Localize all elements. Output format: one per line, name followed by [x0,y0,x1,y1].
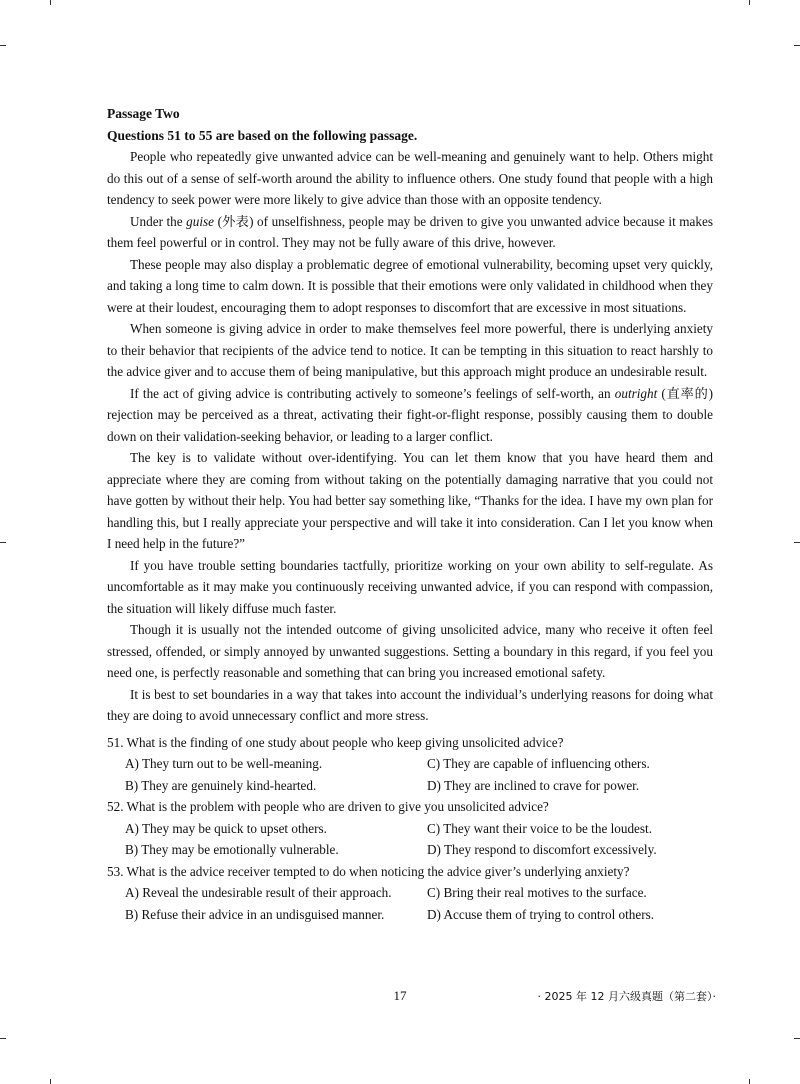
option-d: D) They are inclined to crave for power. [427,777,640,793]
option-grid [107,818,713,861]
option-grid [107,753,713,796]
crop-mark-top-left-v [50,0,51,5]
passage-instruction: Questions 51 to 55 are based on the following passage. [107,127,418,143]
question-list [107,732,713,926]
paragraph: Under the guise (外表) of unselfishness, people may be driven to give you unwanted advice because it makes them feel powerful or in control. They may not be fully aware of this drive, however. [107,213,713,250]
gloss: (直率的) [657,385,713,401]
crop-mark-top-right-v [749,0,750,5]
paragraph: These people may also display a problematic degree of emotional vulnerability, becoming upset very quickly, and taking a long time to calm down. It is possible that their emotions were only validated in childhood when they were at their loudest, encouraging them to adopt responses to discomfort that are excessive in most situations. [107,256,713,315]
crop-mark-top-right [794,45,800,46]
crop-mark-bottom-right-v [749,1079,750,1084]
option-c: C) They are capable of influencing others. [427,756,650,771]
crop-mark-top-left [0,45,6,46]
exam-source-footer: · 2025 年 12 月六级真题（第二套）· [537,990,716,1003]
question-stem: 52. What is the problem with people who are driven to give you unsolicited advice? [107,799,549,814]
option-a: A) They may be quick to upset others. [125,820,327,836]
paragraph: It is best to set boundaries in a way that takes into account the individual’s underlying reasons for doing what they are doing to avoid unnecessary conflict and more stress. [107,686,713,723]
crop-mark-mid-right [794,542,800,543]
option-c: C) They want their voice to be the loudest. [427,820,652,836]
option-grid [107,882,713,925]
paragraph: Though it is usually not the intended outcome of giving unsolicited advice, many who receive it often feel stressed, offended, or simply annoyed by unwanted suggestions. Setting a boundary in this regard, if you feel you need one, is perfectly reasonable and something that can bring you increased emotional safety. [107,622,713,680]
crop-mark-bottom-left [0,1038,6,1039]
option-a: A) Reveal the undesirable result of their approach. [125,885,392,900]
glossed-term: guise [186,213,215,229]
crop-mark-mid-left [0,542,6,543]
passage-title: Passage Two [107,106,180,121]
option-b: B) They may be emotionally vulnerable. [125,842,339,857]
crop-mark-bottom-right [794,1038,800,1039]
crop-mark-bottom-left-v [50,1079,51,1084]
glossed-term: outright [614,385,658,401]
page-number: 17 [393,988,407,1003]
question-stem: 53. What is the advice receiver tempted to do when noticing the advice giver’s underlying anxiety? [107,863,630,879]
option-b: B) Refuse their advice in an undisguised manner. [125,906,385,922]
option-b: B) They are genuinely kind-hearted. [125,777,317,793]
question-stem: 51. What is the finding of one study about people who keep giving unsolicited advice? [107,734,564,750]
option-a: A) They turn out to be well-meaning. [125,756,323,771]
paragraph: If the act of giving advice is contributing actively to someone’s feelings of self-worth, an outright (直率的) rejection may be perceived as a threat, activating their fight-or-flight response, possibly causing them to double down on their validation-seeking behavior, or leading to a larger conflict. [107,385,713,444]
option-d: D) Accuse them of trying to control others. [427,906,655,922]
page-content [107,103,713,925]
paragraph: When someone is giving advice in order to make themselves feel more powerful, there is underlying anxiety to their behavior that recipients of the advice tend to notice. It can be tempting in this situation to react harshly to the advice giver and to accuse them of being manipulative, but this approach might produce an undesirable result. [107,321,713,379]
paragraph: People who repeatedly give unwanted advice can be well-meaning and genuinely want to help. Others might do this out of a sense of self-worth around the ability to influence others. One study found that people with a high tendency to seek power were more likely to give advice than those with an opposite tendency. [107,149,713,207]
paragraph: The key is to validate without over-identifying. You can let them know that you have heard them and appreciate where they are coming from without taking on the potentially damaging narrative that you could not have gotten by without their help. You had better say something like, “Thanks for the idea. I have my own plan for handling this, but I really appreciate your perspective and will take it into consideration. Can I let you know when I need help in the future?” [107,450,713,551]
gloss: (外表) [214,213,258,229]
option-d: D) They respond to discomfort excessively. [427,842,657,857]
option-c: C) Bring their real motives to the surface. [427,885,647,900]
paragraph: If you have trouble setting boundaries tactfully, prioritize working on your own ability to self-regulate. As uncomfortable as it may make you continuously receiving unwanted advice, if you can respond with compassion, the situation will likely diffuse much faster. [107,557,713,616]
